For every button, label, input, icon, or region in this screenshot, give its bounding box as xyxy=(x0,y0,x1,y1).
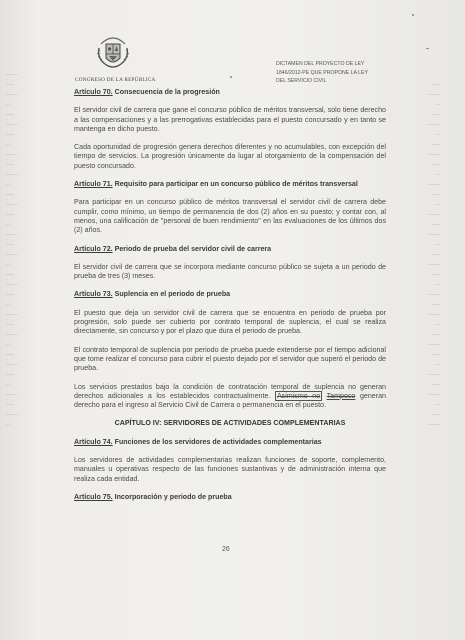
article-number: Artículo 74. xyxy=(74,437,113,446)
article-number: Artículo 75. xyxy=(74,492,113,501)
article-74-heading xyxy=(74,438,386,447)
paragraph-text: generan derecho para el ingreso al Servicio Civil de Carrera o permanencia en el puesto. xyxy=(74,391,386,410)
dictamen-header xyxy=(276,60,416,86)
article-73-paragraph-1: El puesto que deja un servidor civil de carrera que se encuentra en periodo de prueba por progresión, solo puede ser cubierto por contrato temporal de suplencia, el cual se realiza directamente, sin concurso y por el plazo que dura el periodo de prueba. xyxy=(74,308,386,336)
article-title: Requisito para participar en un concurso público de méritos transversal xyxy=(112,180,358,189)
scan-speck xyxy=(426,48,429,49)
dictamen-line: DEL SERVICIO CIVIL xyxy=(276,78,327,84)
scan-speck xyxy=(412,14,414,16)
svg-text:· · · · ·: · · · · · xyxy=(108,36,118,40)
article-75-heading xyxy=(74,493,386,502)
article-title: Periodo de prueba del servidor civil de carrera xyxy=(112,244,272,253)
bleed-through-right: ── ─── ─ ── ─── ─ ── ─── ── ─ ─── ── ─ ─── ── ─── ─ ── ─── ── ─ ─── ── ─── ─ ── ─── ── ─ ─── ── ─── ─ ── ─── xyxy=(428,82,440,428)
dictamen-line: 1846/2012-PE QUE PROPONE LA LEY xyxy=(276,69,368,76)
article-number: Artículo 73. xyxy=(74,290,113,299)
article-73-paragraph-3 xyxy=(74,383,386,411)
article-number: Artículo 71. xyxy=(74,180,113,189)
article-73-paragraph-2: El contrato temporal de suplencia por periodo de prueba puede extenderse por el tiempo adicional que tome realizar el concurso para cubrir el puesto dejado por el servidor que superó el periodo de prueba. xyxy=(74,345,386,373)
document-body xyxy=(74,88,386,511)
dictamen-line: DICTAMEN DEL PROYECTO DE LEY xyxy=(276,61,365,67)
article-title: Consecuencia de la progresión xyxy=(112,88,220,96)
article-73-heading xyxy=(74,290,386,299)
bleed-through-left: ─── ── ─── ─ ── ─── ── ─ ─── ── ─── ─ ── ─── ── ─ ─── ── ─── ─ ── ─── ── ─ ─── ── ─── ─ ── ─── ── ─ ─── ── ─── ─ xyxy=(6,72,18,428)
scan-speck xyxy=(230,76,232,78)
article-71-paragraph-1: Para participar en un concurso público de méritos transversal el servidor civil de carrera debe cumplir, como mínimo, un tiempo de permanencia de dos (2) años en su puesto; y contar con, al menos, una calificación de "personal de buen rendimiento" en las evaluaciones de los últimos dos (2) años. xyxy=(74,198,386,235)
article-70-paragraph-1: El servidor civil de carrera que gane el concurso público de méritos transversal, solo tiene derecho a las compensaciones y a las prerrogativas establecidas para el puesto concursado y en tanto se mantenga en dicho puesto. xyxy=(74,106,386,133)
article-number: Artículo 70. xyxy=(74,88,113,96)
article-70-paragraph-2: Cada oportunidad de progresión genera derechos diferentes y no acumulables, con excepción del tiempo de servicios. La progresión únicamente da lugar al otorgamiento de la compensación del puesto concursado. xyxy=(74,143,386,170)
article-71-heading xyxy=(74,180,386,189)
coat-of-arms-icon xyxy=(93,30,133,74)
article-74-paragraph-1: Los servidores de actividades complementarias realizan funciones de soporte, complemento, manuales u operativas respecto de las funciones sustantivas y de administración interna que realiza cada entidad. xyxy=(74,456,386,483)
article-72-heading xyxy=(74,245,386,254)
article-number: Artículo 72. xyxy=(74,244,113,253)
struck-text: Tampoco xyxy=(326,391,356,400)
page-number: 26 xyxy=(222,546,230,553)
article-title: Incorporación y periodo de prueba xyxy=(112,492,232,501)
chapter-title: CAPÍTULO IV: SERVIDORES DE ACTIVIDADES COMPLEMENTARIAS xyxy=(114,419,346,428)
congress-name: CONGRESO DE LA REPÚBLICA xyxy=(75,77,156,83)
article-72-paragraph-1: El servidor civil de carrera que se incorpora mediante concurso público se sujeta a un periodo de prueba de tres (3) meses. xyxy=(74,262,386,281)
article-title: Suplencia en el periodo de prueba xyxy=(112,290,231,299)
paragraph-text: Los servicios prestados bajo la condición de contratación temporal de suplencia no generan derechos adicionales a los establecidos contractualmente. xyxy=(74,382,386,400)
article-title: Funciones de los servidores de actividades complementarias xyxy=(112,437,322,446)
struck-text: Asimismo no xyxy=(276,391,321,400)
article-70-heading xyxy=(74,88,386,97)
